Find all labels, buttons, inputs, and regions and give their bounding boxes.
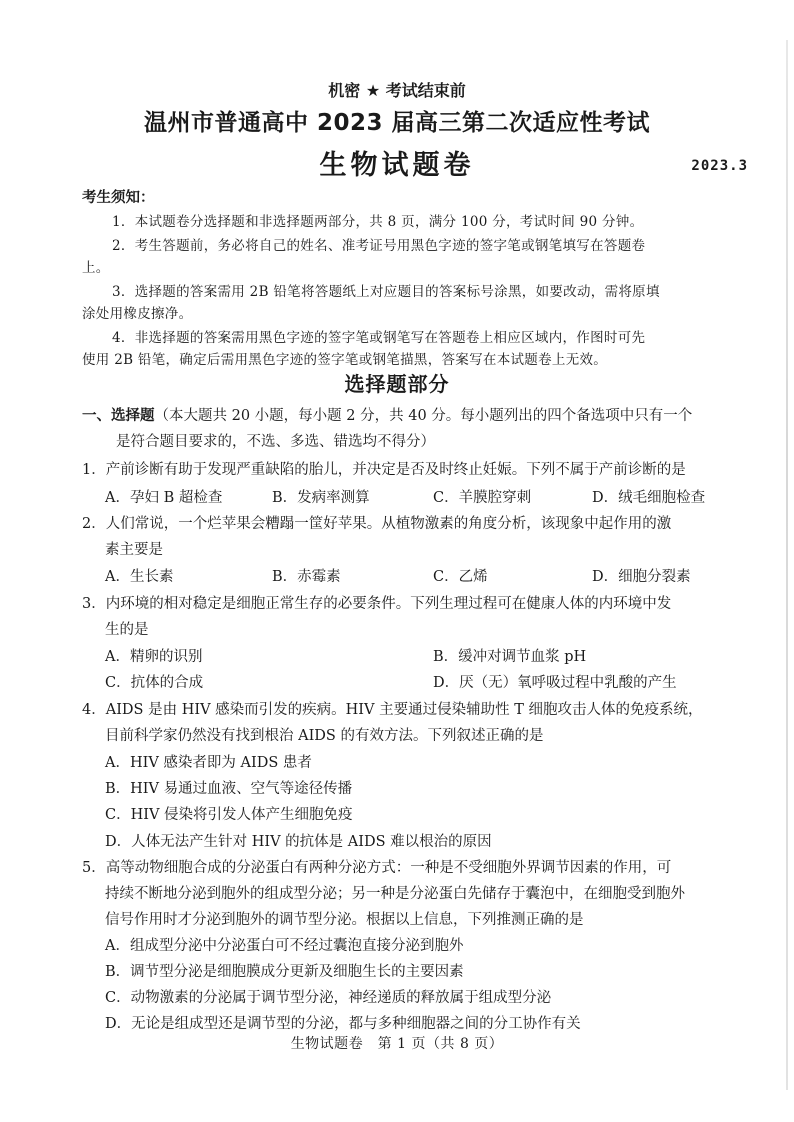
option-4c: C．HIV 侵染将引发人体产生细胞免疫 — [105, 807, 353, 823]
part-heading: 一、选择题 — [82, 408, 155, 424]
option-3c: C．抗体的合成 — [105, 675, 204, 691]
notice-heading: 考生须知： — [82, 190, 155, 206]
option-1d: D．绒毛细胞检查 — [592, 490, 706, 506]
option-3a: A．精卵的识别 — [105, 649, 203, 665]
notice-line: 涂处用橡皮擦净。 — [82, 306, 193, 322]
page-footer: 生物试题卷 第 1 页（共 8 页） — [290, 1036, 504, 1052]
notice-line: 1．本试题卷分选择题和非选择题两部分，共 8 页，满分 100 分，考试时间 90 分钟。 — [112, 214, 644, 230]
option-1c: C．羊膜腔穿刺 — [433, 490, 532, 506]
exam-title: 温州市普通高中 2023 届高三第二次适应性考试 — [143, 110, 651, 136]
section-title: 选择题部分 — [344, 372, 450, 396]
option-5c: C．动物激素的分泌属于调节型分泌，神经递质的释放属于组成型分泌 — [105, 990, 552, 1006]
question-5-stem-cont: 信号作用时才分泌到胞外的调节型分泌。根据以上信息，下列推测正确的是 — [105, 912, 584, 928]
confidential-label: 机密 ★ 考试结束前 — [328, 81, 466, 100]
part-description: （本大题共 20 小题，每小题 2 分，共 40 分。每小题列出的四个备选项中只有一个 — [154, 408, 693, 424]
question-2-stem: 2．人们常说，一个烂苹果会糟蹋一筐好苹果。从植物激素的角度分析，该现象中起作用的激 — [82, 516, 672, 532]
question-3-stem: 3．内环境的相对稳定是细胞正常生存的必要条件。下列生理过程可在健康人体的内环境中发 — [82, 596, 672, 612]
exam-date: 2023.3 — [691, 158, 748, 174]
option-2d: D．细胞分裂素 — [592, 569, 691, 585]
option-3b: B．缓冲对调节血浆 pH — [433, 649, 587, 665]
question-4-stem-cont: 目前科学家仍然没有找到根治 AIDS 的有效方法。下列叙述正确的是 — [105, 728, 544, 744]
notice-line: 上。 — [82, 260, 110, 276]
option-3d: D．厌（无）氧呼吸过程中乳酸的产生 — [433, 675, 677, 691]
option-2c: C．乙烯 — [433, 569, 488, 585]
notice-line: 4．非选择题的答案需用黑色字迹的签字笔或钢笔写在答题卷上相应区域内，作图时可先 — [112, 330, 646, 346]
notice-line: 使用 2B 铅笔，确定后需用黑色字迹的签字笔或钢笔描黑，答案写在本试题卷上无效。 — [82, 352, 608, 368]
option-1b: B．发病率测算 — [272, 490, 370, 506]
paper-subtitle: 生物试题卷 — [319, 150, 475, 181]
question-3-stem-cont: 生的是 — [105, 622, 149, 638]
option-5a: A．组成型分泌中分泌蛋白可不经过囊泡直接分泌到胞外 — [105, 938, 464, 954]
part-heading-line — [82, 404, 692, 425]
option-5d: D．无论是组成型还是调节型的分泌，都与多种细胞器之间的分工协作有关 — [105, 1016, 581, 1032]
question-1-stem: 1．产前诊断有助于发现严重缺陷的胎儿，并决定是否及时终止妊娠。下列不属于产前诊断的是 — [82, 462, 686, 478]
question-4-stem: 4．AIDS 是由 HIV 感染而引发的疾病。HIV 主要通过侵染辅助性 T 细胞攻击人体的免疫系统， — [82, 702, 703, 718]
option-2a: A．生长素 — [105, 569, 174, 585]
option-1a: A．孕妇 B 超检查 — [105, 490, 223, 506]
notice-line: 3．选择题的答案需用 2B 铅笔将答题纸上对应题目的答案标号涂黑，如要改动，需将原填 — [112, 284, 660, 300]
question-5-stem-cont: 持续不断地分泌到胞外的组成型分泌；另一种是分泌蛋白先储存于囊泡中，在细胞受到胞外 — [105, 886, 685, 902]
option-4b: B．HIV 易通过血液、空气等途径传播 — [105, 781, 353, 797]
option-5b: B．调节型分泌是细胞膜成分更新及细胞生长的主要因素 — [105, 964, 464, 980]
option-4a: A．HIV 感染者即为 AIDS 患者 — [105, 755, 312, 771]
option-2b: B．赤霉素 — [272, 569, 341, 585]
notice-line: 2．考生答题前，务必将自己的姓名、准考证号用黑色字迹的签字笔或钢笔填写在答题卷 — [112, 238, 646, 254]
part-description-cont: 是符合题目要求的，不选、多选、错选均不得分） — [116, 434, 435, 450]
scan-edge-shadow — [786, 40, 788, 1090]
option-4d: D．人体无法产生针对 HIV 的抗体是 AIDS 难以根治的原因 — [105, 834, 492, 850]
question-5-stem: 5．高等动物细胞合成的分泌蛋白有两种分泌方式：一种是不受细胞外界调节因素的作用，可 — [82, 860, 672, 876]
question-2-stem-cont: 素主要是 — [105, 542, 163, 558]
